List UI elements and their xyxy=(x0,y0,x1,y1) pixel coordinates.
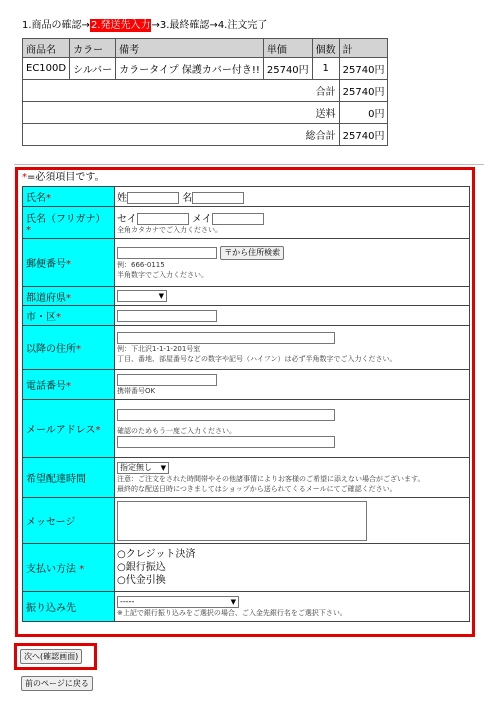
prefecture-select[interactable] xyxy=(117,290,167,302)
kana-note: 全角カタカナでご入力ください。 xyxy=(117,226,222,234)
address-input[interactable] xyxy=(117,332,335,344)
email-input[interactable] xyxy=(117,409,335,421)
step-arrow: → xyxy=(151,20,160,31)
bank-note: ※上記で銀行振り込みをご選択の場合、ご入金先銀行名をご選択下さい。 xyxy=(117,608,347,617)
subtotal-label: 合計 xyxy=(23,80,340,102)
sei-label: 姓 xyxy=(117,193,127,204)
row-bank xyxy=(23,592,470,622)
row-payment xyxy=(23,544,470,592)
row-email xyxy=(23,400,470,458)
row-address xyxy=(23,326,470,370)
phone-note: 携帯番号OK xyxy=(117,386,156,395)
shipping-label: 送料 xyxy=(23,102,340,124)
label-pref: 都道府県* xyxy=(23,287,115,306)
address-note-format: 丁目、番地、部屋番号などの数字や記号（ハイフン）は必ず半角数字でご入力ください。 xyxy=(117,354,397,363)
step-3: 3.最終確認 xyxy=(159,20,210,31)
divider xyxy=(14,164,484,165)
label-name: 氏名* xyxy=(23,187,115,207)
zip-note-example: 例：666-0115 xyxy=(117,260,165,269)
label-delivery: 希望配達時間 xyxy=(23,458,115,498)
label-phone: 電話番号* xyxy=(23,370,115,400)
label-email: メールアドレス* xyxy=(23,400,115,458)
row-phone xyxy=(23,370,470,400)
step-arrow: → xyxy=(209,20,218,31)
row-kana xyxy=(23,207,470,239)
back-button[interactable]: 前のページに戻る xyxy=(21,676,93,691)
row-delivery xyxy=(23,458,470,498)
col-product: 商品名 xyxy=(23,39,70,58)
shipping-row xyxy=(23,102,388,124)
row-zip xyxy=(23,239,470,287)
first-name-kana-input[interactable] xyxy=(212,213,264,225)
table-row xyxy=(23,58,388,80)
value-city xyxy=(115,306,470,326)
label-city: 市・区* xyxy=(23,306,115,326)
cell-qty: 1 xyxy=(312,58,339,80)
label-address: 以降の住所* xyxy=(23,326,115,370)
cell-total: 25740円 xyxy=(339,58,388,80)
col-price: 単価 xyxy=(263,39,312,58)
mei-kana-label: メイ xyxy=(191,214,212,225)
row-name xyxy=(23,187,470,207)
order-table xyxy=(22,38,388,146)
cell-remarks: カラータイプ 保護カバー付き!! xyxy=(116,58,264,80)
delivery-time-select[interactable]: 指定無し ▼ xyxy=(117,462,169,474)
phone-input[interactable] xyxy=(117,374,217,386)
payment-option-cod[interactable]: ○代金引換 xyxy=(117,575,166,586)
shipping-value: 0円 xyxy=(339,102,388,124)
delivery-note-2: 最終的な配送日時につきましてはショップから送られてくるメールにてご確認ください。 xyxy=(117,484,397,493)
label-bank: 振り込み先 xyxy=(23,592,115,622)
bank-select[interactable]: ----- ▼ xyxy=(117,596,239,608)
zip-note-format: 半角数字でご入力ください。 xyxy=(117,270,208,279)
subtotal-row xyxy=(23,80,388,102)
value-message xyxy=(115,498,470,544)
step-1: 1.商品の確認 xyxy=(22,20,82,31)
value-zip xyxy=(115,239,470,287)
step-arrow: → xyxy=(81,20,90,31)
shipping-form xyxy=(15,167,475,637)
row-message xyxy=(23,498,470,544)
cell-color: シルバー xyxy=(70,58,116,80)
message-textarea[interactable] xyxy=(117,501,367,541)
next-button-highlight xyxy=(14,643,97,670)
value-phone xyxy=(115,370,470,400)
chevron-down-icon: ▼ xyxy=(230,597,236,606)
payment-option-credit[interactable]: ○クレジット決済 xyxy=(117,549,196,560)
next-confirm-button[interactable]: 次へ(確認画面) xyxy=(20,649,82,664)
label-payment: 支払い方法 * xyxy=(23,544,115,592)
sei-kana-label: セイ xyxy=(117,214,137,225)
zip-input[interactable] xyxy=(117,247,217,259)
chevron-down-icon: ▼ xyxy=(160,463,166,472)
value-bank xyxy=(115,592,470,622)
row-pref xyxy=(23,287,470,306)
cell-product: EC100D xyxy=(23,58,70,80)
address-search-button[interactable]: 〒から住所検索 xyxy=(220,246,284,260)
checkout-steps xyxy=(22,19,267,33)
value-name xyxy=(115,187,470,207)
cell-price: 25740円 xyxy=(263,58,312,80)
required-note-text: =必須項目です。 xyxy=(27,172,105,183)
label-kana: 氏名（フリガナ） * xyxy=(23,207,115,239)
value-pref xyxy=(115,287,470,306)
step-2-current: 2.発送先入力 xyxy=(90,20,151,31)
last-name-kana-input[interactable] xyxy=(137,213,189,225)
required-mark: * xyxy=(22,172,27,183)
order-header-row xyxy=(23,39,388,58)
grand-total-row xyxy=(23,124,388,146)
chevron-down-icon: ▼ xyxy=(158,292,164,300)
step-4: 4.注文完了 xyxy=(217,20,268,31)
value-address xyxy=(115,326,470,370)
email-note: 確認のためもう一度ご入力ください。 xyxy=(117,427,236,435)
form-table xyxy=(22,186,470,622)
grand-total-value: 25740円 xyxy=(339,124,388,146)
value-email xyxy=(115,400,470,458)
value-delivery xyxy=(115,458,470,498)
label-zip: 郵便番号* xyxy=(23,239,115,287)
value-kana xyxy=(115,207,470,239)
required-note xyxy=(22,172,105,184)
col-color: カラー xyxy=(70,39,116,58)
subtotal-value: 25740円 xyxy=(339,80,388,102)
first-name-input[interactable] xyxy=(192,192,244,204)
col-total: 計 xyxy=(339,39,388,58)
last-name-input[interactable] xyxy=(127,192,179,204)
label-message: メッセージ xyxy=(23,498,115,544)
col-qty: 個数 xyxy=(312,39,339,58)
grand-total-label: 総合計 xyxy=(23,124,340,146)
payment-option-bank[interactable]: ○銀行振込 xyxy=(117,562,166,573)
email-confirm-input[interactable] xyxy=(117,436,335,448)
col-remarks: 備考 xyxy=(116,39,264,58)
row-city xyxy=(23,306,470,326)
mei-label: 名 xyxy=(182,193,193,204)
value-payment xyxy=(115,544,470,592)
delivery-note-1: 注意：ご注文をされた時間帯やその他諸事情によりお客様のご希望に添えない場合がございます。 xyxy=(117,474,425,483)
city-input[interactable] xyxy=(117,310,217,322)
address-note-example: 例：下北沢1-1-1-201号室 xyxy=(117,344,201,353)
